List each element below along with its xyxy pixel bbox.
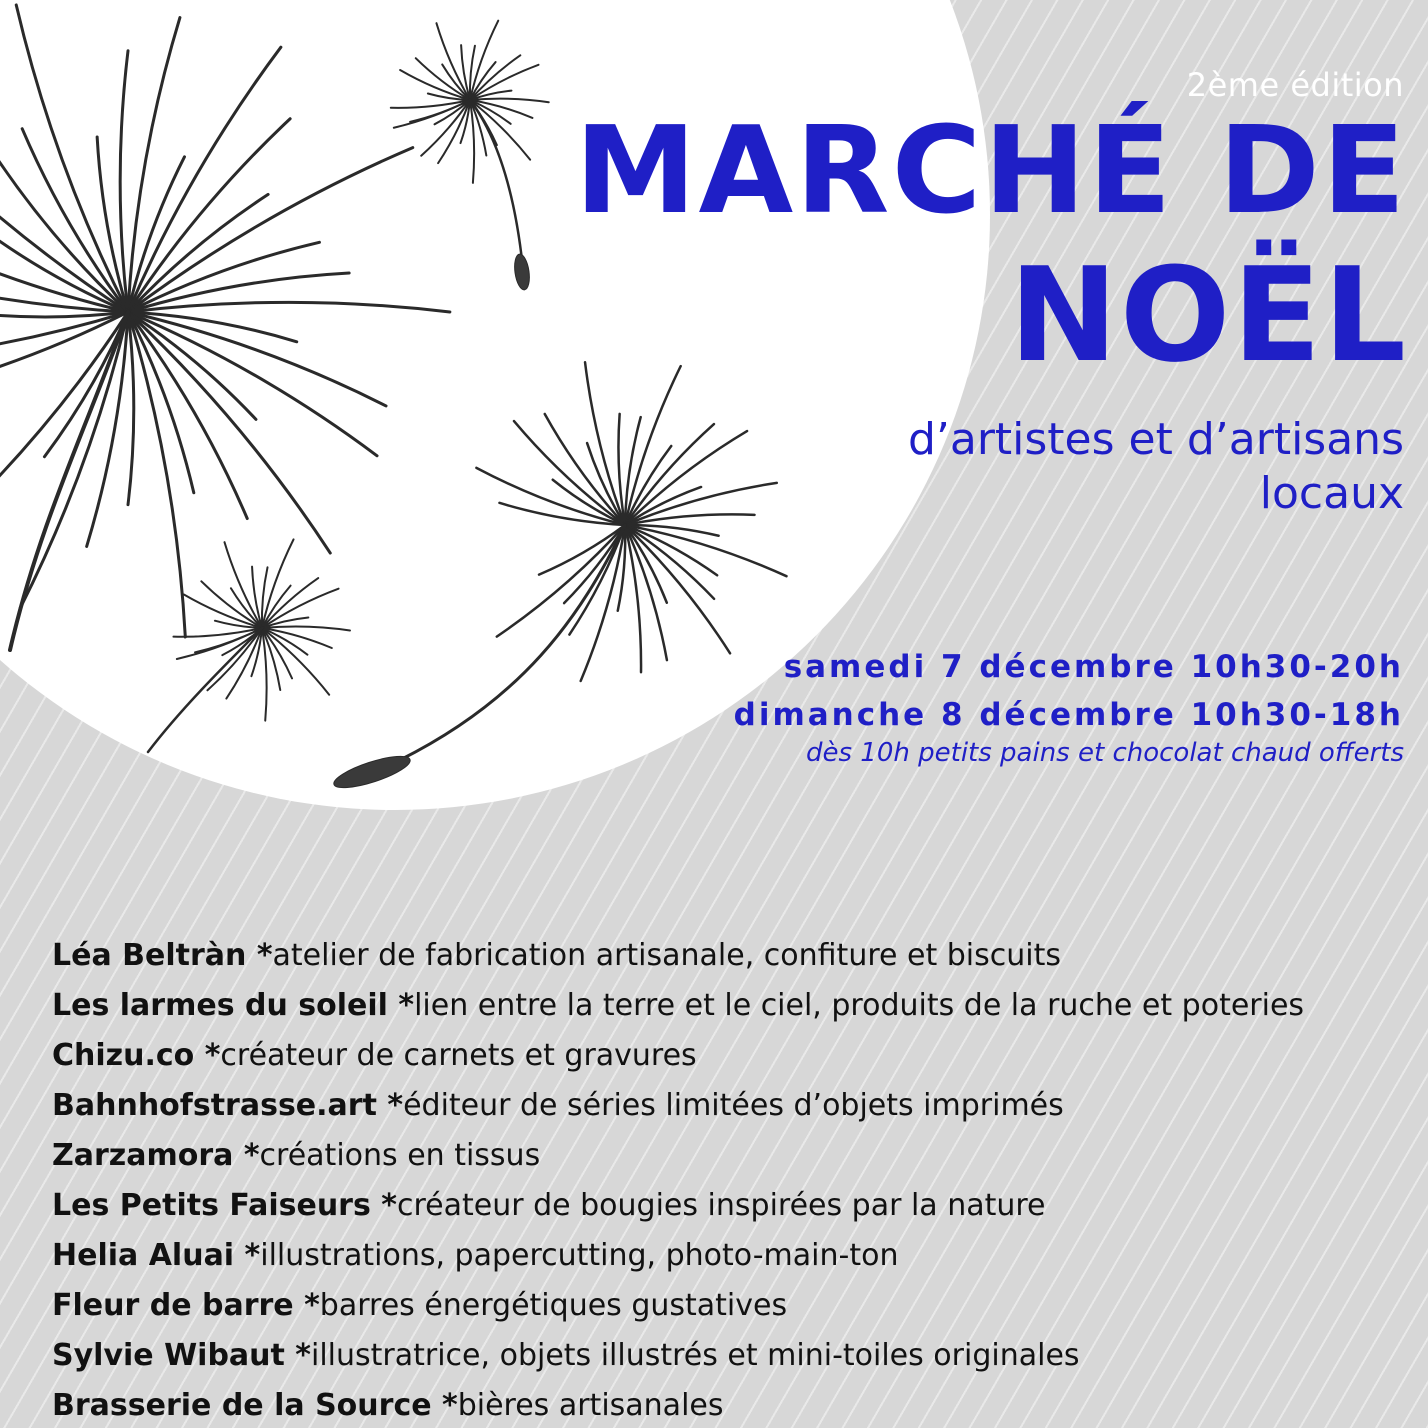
subtitle-line-2: locaux (1259, 468, 1404, 519)
exhibitor-description: créateur de carnets et gravures (220, 1038, 697, 1073)
exhibitor-name: Chizu.co * (52, 1038, 221, 1073)
exhibitor-description: illustratrice, objets illustrés et mini-toiles originales (311, 1338, 1080, 1373)
exhibitor-name: Zarzamora * (52, 1138, 260, 1173)
exhibitor-description: créateur de bougies inspirées par la nature (396, 1188, 1046, 1223)
list-item (52, 1186, 1304, 1236)
title-line-1: MARCHÉ DE (575, 102, 1408, 241)
list-item (52, 1386, 1304, 1428)
subtitle-line-1: d’artistes et d’artisans (907, 414, 1404, 465)
list-item (52, 936, 1304, 986)
list-item (52, 1236, 1304, 1286)
list-item (52, 1086, 1304, 1136)
list-item (52, 986, 1304, 1036)
title-line-2: NOËL (1009, 239, 1408, 391)
exhibitor-name: Bahnhofstrasse.art * (52, 1088, 404, 1123)
exhibitor-description: bières artisanales (457, 1388, 724, 1423)
edition-label: 2ème édition (1186, 66, 1404, 104)
exhibitor-description: barres énergétiques gustatives (319, 1288, 788, 1323)
exhibitor-name: Brasserie de la Source * (52, 1388, 458, 1423)
schedule-note: dès 10h petits pains et chocolat chaud offerts (805, 738, 1404, 768)
schedule-day-1: samedi 7 décembre 10h30-20h (783, 649, 1404, 685)
exhibitor-description: lien entre la terre et le ciel, produits de la ruche et poteries (414, 988, 1305, 1023)
exhibitor-name: Les Petits Faiseurs * (52, 1188, 397, 1223)
exhibitor-name: Fleur de barre * (52, 1288, 320, 1323)
exhibitor-description: éditeur de séries limitées d’objets imprimés (403, 1088, 1064, 1123)
schedule-day-2: dimanche 8 décembre 10h30-18h (733, 697, 1404, 733)
list-item (52, 1136, 1304, 1186)
exhibitor-list (52, 936, 1304, 1428)
exhibitor-description: illustrations, papercutting, photo-main-ton (260, 1238, 899, 1273)
list-item (52, 1036, 1304, 1086)
exhibitor-name: Helia Aluai * (52, 1238, 261, 1273)
exhibitor-name: Léa Beltràn * (52, 938, 273, 973)
exhibitor-name: Sylvie Wibaut * (52, 1338, 311, 1373)
exhibitor-description: atelier de fabrication artisanale, confiture et biscuits (272, 938, 1061, 973)
list-item (52, 1286, 1304, 1336)
list-item (52, 1336, 1304, 1386)
exhibitor-name: Les larmes du soleil * (52, 988, 415, 1023)
exhibitor-description: créations en tissus (259, 1138, 541, 1173)
